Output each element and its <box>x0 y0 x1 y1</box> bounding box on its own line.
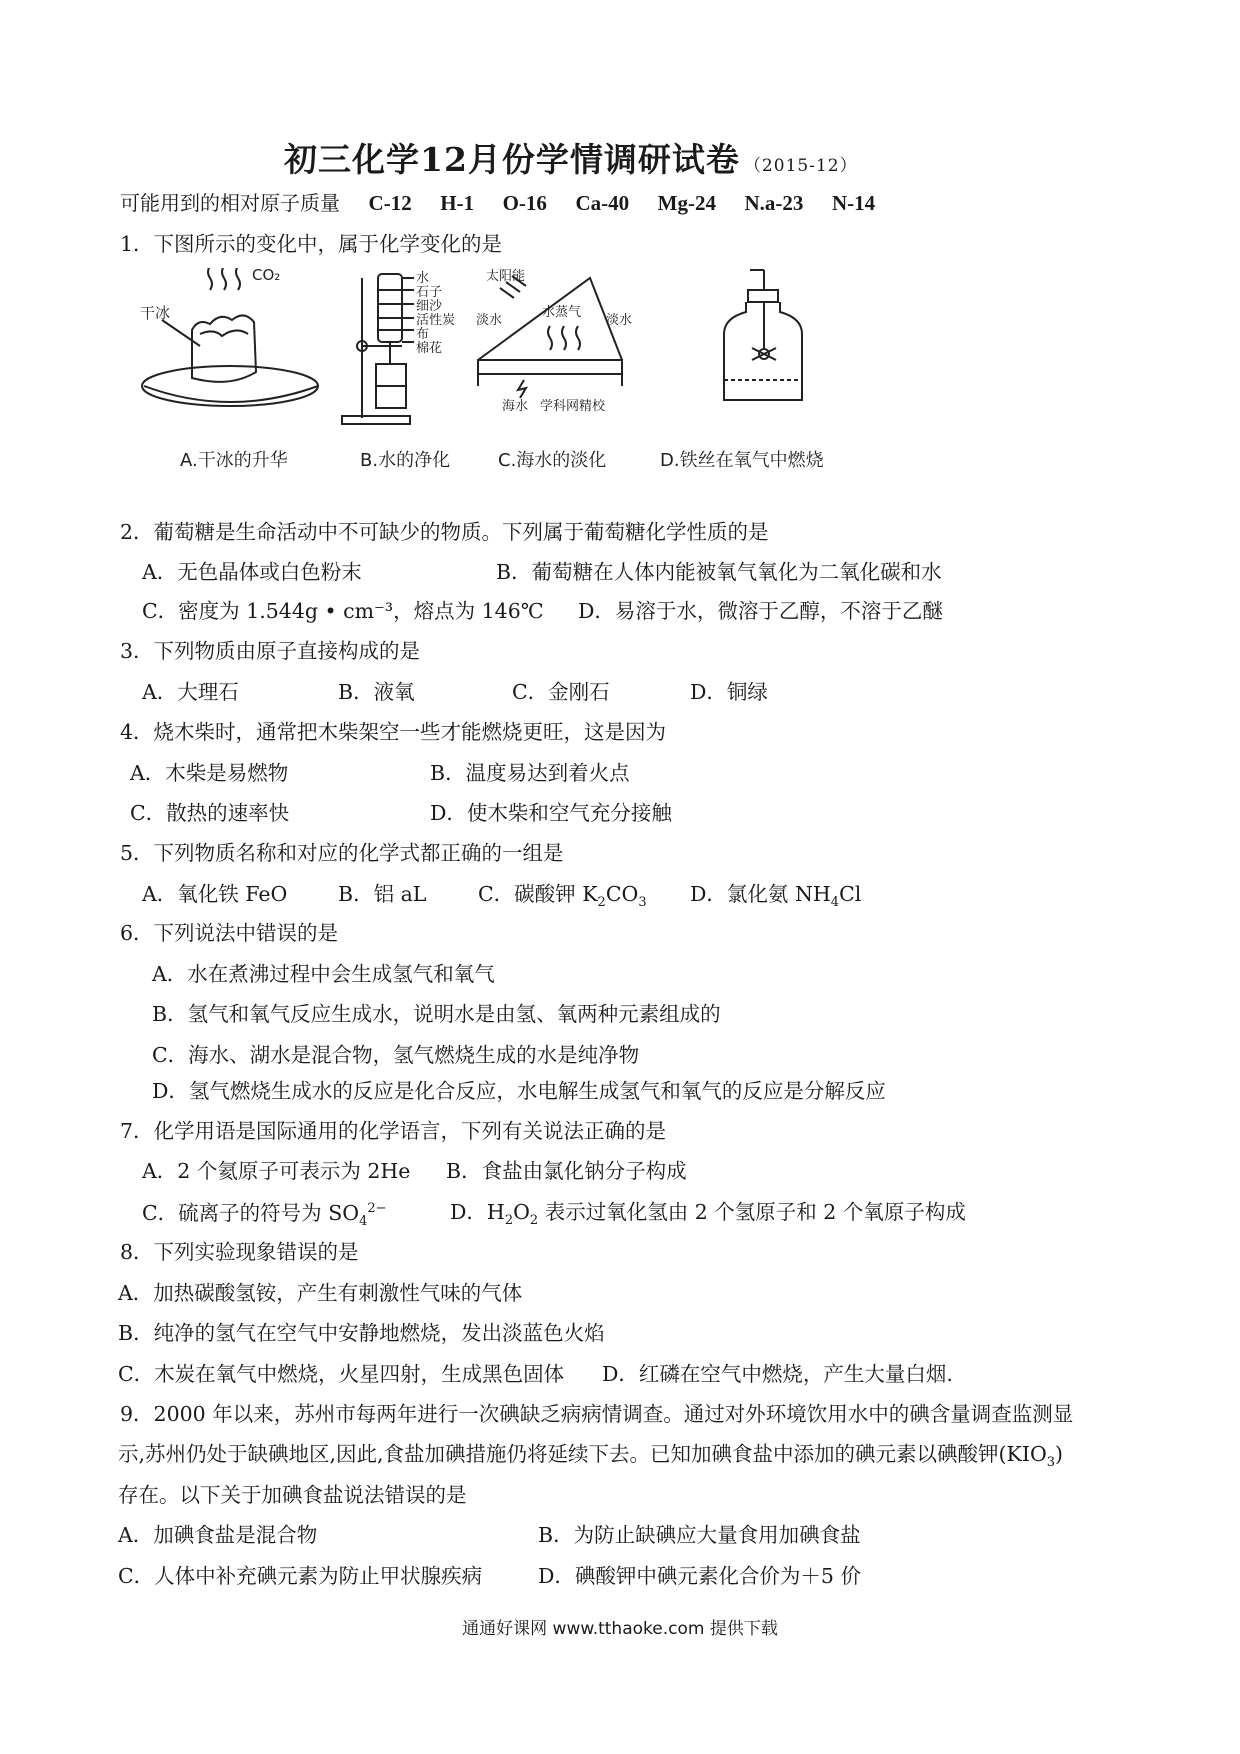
q8-option-d: D．红磷在空气中燃烧，产生大量白烟. <box>602 1362 953 1386</box>
q4-option-a: A．木柴是易燃物 <box>130 761 289 785</box>
caption-d: D.铁丝在氧气中燃烧 <box>660 450 824 471</box>
mass-ca: Ca-40 <box>575 191 630 215</box>
atomic-masses-row <box>120 193 875 214</box>
mass-mg: Mg-24 <box>657 191 716 215</box>
caption-b: B.水的净化 <box>360 450 451 471</box>
q8-option-c: C．木炭在氧气中燃烧，火星四射，生成黑色固体 <box>118 1362 565 1386</box>
q3-option-b: B．液氧 <box>338 680 415 704</box>
atomic-masses-label: 可能用到的相对原子质量 <box>120 191 340 215</box>
q2-option-c: C．密度为 1.544g • cm⁻³，熔点为 146℃ <box>142 599 544 623</box>
q7-d-mid: O <box>513 1200 530 1224</box>
q7-d-sub2: 2 <box>529 1213 539 1229</box>
q9-stem-line-1: 9．2000 年以来，苏州市每两年进行一次碘缺乏病病情调查。通过对外环境饮用水中的碘含量调查监测显 <box>120 1402 1074 1426</box>
q5-stem: 5．下列物质名称和对应的化学式都正确的一组是 <box>120 841 564 865</box>
q7-d-sub1: 2 <box>504 1213 514 1229</box>
label-carbon: 活性炭 <box>416 313 456 328</box>
solar-still-illustration <box>478 276 622 398</box>
q9-stem-2-end: ) <box>1055 1442 1064 1466</box>
q4-option-d: D．使木柴和空气充分接触 <box>430 801 672 825</box>
q2-option-a: A．无色晶体或白色粉末 <box>142 560 362 584</box>
q9-stem-2-sub: 3 <box>1046 1455 1056 1471</box>
q5-option-c <box>478 884 647 909</box>
label-stones: 石子 <box>416 285 443 300</box>
q6-option-c: C．海水、湖水是混合物，氢气燃烧生成的水是纯净物 <box>152 1043 640 1067</box>
q5-c-mid: CO <box>605 882 639 906</box>
label-fresh-right: 淡水 <box>606 313 633 328</box>
q9-option-d: D．碘酸钾中碘元素化合价为＋5 价 <box>538 1564 861 1588</box>
caption-c: C.海水的淡化 <box>498 450 607 471</box>
q7-option-a: A．2 个氦原子可表示为 2He <box>142 1159 411 1183</box>
mass-h: H-1 <box>440 191 475 215</box>
label-vapor: 水蒸气 <box>542 305 582 320</box>
mass-c: C-12 <box>368 191 412 215</box>
mass-o: O-16 <box>502 191 547 215</box>
q4-option-b: B．温度易达到着火点 <box>430 761 630 785</box>
q6-option-b: B．氢气和氧气反应生成水，说明水是由氢、氧两种元素组成的 <box>152 1002 721 1026</box>
q3-option-c: C．金刚石 <box>512 680 610 704</box>
q5-option-a: A．氧化铁 FeO <box>142 882 288 906</box>
q2-option-b: B．葡萄糖在人体内能被氧气氧化为二氧化碳和水 <box>496 560 942 584</box>
label-seawater: 海水 <box>502 399 529 414</box>
q2-option-d: D．易溶于水，微溶于乙醇，不溶于乙醚 <box>578 599 943 623</box>
q1-stem: 1．下图所示的变化中，属于化学变化的是 <box>120 232 503 256</box>
q7-d-end: 表示过氧化氢由 2 个氢原子和 2 个氧原子构成 <box>538 1200 966 1224</box>
q9-stem-line-2 <box>118 1444 1063 1469</box>
q6-option-d: D．氢气燃烧生成水的反应是化合反应，水电解生成氢气和氧气的反应是分解反应 <box>152 1079 886 1103</box>
q7-stem: 7．化学用语是国际通用的化学语言，下列有关说法正确的是 <box>120 1119 667 1143</box>
dry-ice-illustration <box>142 268 318 406</box>
label-water: 水 <box>416 271 430 286</box>
q8-option-a: A．加热碳酸氢铵，产生有刺激性气味的气体 <box>118 1281 523 1305</box>
q8-stem: 8．下列实验现象错误的是 <box>120 1240 359 1264</box>
mass-na: N.a-23 <box>744 191 804 215</box>
q3-option-d: D．铜绿 <box>690 680 768 704</box>
q5-c-sub2: 3 <box>638 895 647 911</box>
q3-option-a: A．大理石 <box>142 680 239 704</box>
water-filter-illustration <box>342 274 414 424</box>
q2-stem: 2．葡萄糖是生命活动中不可缺少的物质。下列属于葡萄糖化学性质的是 <box>120 520 769 544</box>
q8-option-b: B．纯净的氢气在空气中安静地燃烧，发出淡蓝色火焰 <box>118 1321 605 1345</box>
label-solar: 太阳能 <box>486 269 526 284</box>
q1-figure <box>140 268 930 480</box>
q9-option-a: A．加碘食盐是混合物 <box>118 1523 318 1547</box>
q4-option-c: C．散热的速率快 <box>130 801 290 825</box>
q6-stem: 6．下列说法中错误的是 <box>120 921 339 945</box>
iron-wire-bottle-illustration <box>724 270 802 400</box>
q3-stem: 3．下列物质由原子直接构成的是 <box>120 639 421 663</box>
label-fresh-left: 淡水 <box>476 313 503 328</box>
q5-c-text: C．碳酸钾 K <box>478 882 598 906</box>
title-text: 初三化学12月份学情调研试卷 <box>284 140 740 179</box>
q7-c-sub: 4 <box>359 1213 368 1229</box>
q5-d-end: Cl <box>839 882 862 906</box>
q6-option-a: A．水在煮沸过程中会生成氢气和氧气 <box>152 962 495 986</box>
q1-figure-svg <box>140 268 930 480</box>
exam-title <box>284 134 858 181</box>
q9-option-b: B．为防止缺碘应大量食用加碘食盐 <box>538 1523 861 1547</box>
q7-d-text: D．H <box>450 1200 505 1224</box>
q9-option-c: C．人体中补充碘元素为防止甲状腺疾病 <box>118 1564 483 1588</box>
label-cloth: 布 <box>416 327 430 342</box>
q5-option-d <box>690 884 861 909</box>
title-date: （2015-12） <box>743 156 858 176</box>
mass-n: N-14 <box>831 191 876 215</box>
q4-stem: 4．烧木柴时，通常把木柴架空一些才能燃烧更旺，这是因为 <box>120 720 667 744</box>
q5-c-sub1: 2 <box>597 895 606 911</box>
label-cotton: 棉花 <box>416 341 443 356</box>
q5-d-sub: 4 <box>830 895 840 911</box>
q9-stem-line-3: 存在。以下关于加碘食盐说法错误的是 <box>118 1483 467 1507</box>
q9-stem-2-text: 示,苏州仍处于缺碘地区,因此,食盐加碘措施仍将延续下去。已知加碘食盐中添加的碘元素以碘酸钾(KIO <box>118 1442 1047 1466</box>
label-co2: CO₂ <box>252 268 281 284</box>
q7-c-sup: 2− <box>367 1201 387 1216</box>
q5-d-text: D．氯化氨 NH <box>690 882 831 906</box>
label-watermark: 学科网精校 <box>540 399 606 414</box>
q7-c-text: C．硫离子的符号为 SO <box>142 1200 360 1225</box>
caption-a: A.干冰的升华 <box>180 450 288 471</box>
q7-option-c <box>142 1202 387 1228</box>
label-dry-ice: 干冰 <box>140 304 171 322</box>
label-sand: 细沙 <box>416 299 443 314</box>
q5-option-b: B．铝 aL <box>338 882 427 906</box>
q7-option-b: B．食盐由氯化钠分子构成 <box>446 1159 687 1183</box>
footer-download-note: 通通好课网 www.tthaoke.com 提供下载 <box>462 1619 778 1639</box>
q7-option-d <box>450 1202 966 1227</box>
